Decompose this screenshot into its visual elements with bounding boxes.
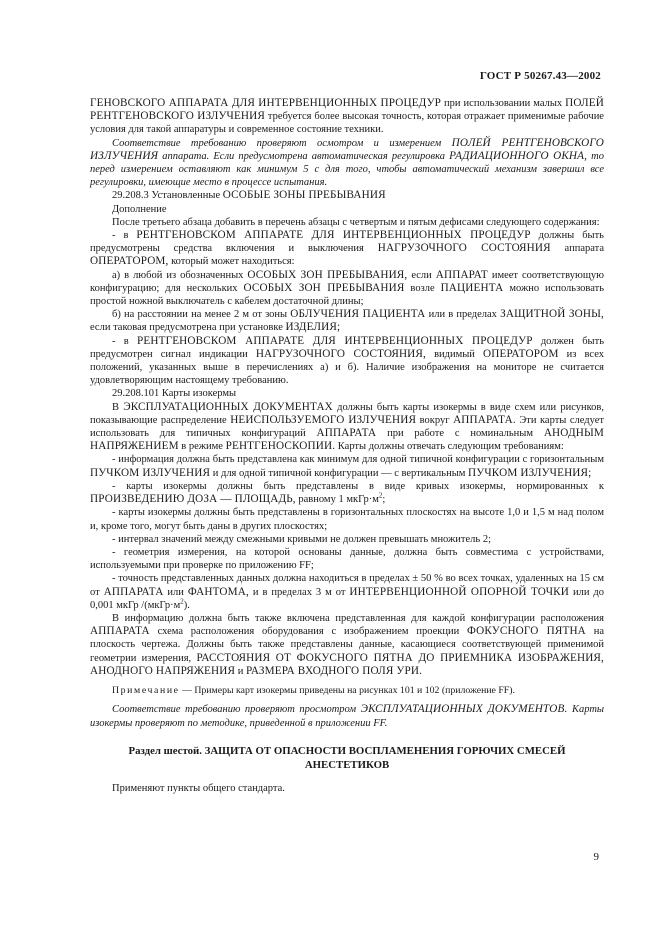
term: ПАЦИЕНТА [440, 281, 504, 294]
term: ОСОБЫЕ ЗОНЫ ПРЕБЫВАНИЯ [222, 189, 386, 202]
term: АППАРАТ [435, 268, 488, 281]
term: ПУЧКОМ ИЗЛУЧЕНИЯ; [468, 466, 592, 479]
term: РАССТОЯНИЯ ОТ ФОКУСНОГО ПЯТНА ДО ПРИЕМНИКА ИЗОБРАЖЕНИЯ, АНОДНОГО НАПРЯЖЕНИЯ [90, 651, 604, 677]
section-heading: Раздел шестой. ЗАЩИТА ОТ ОПАСНОСТИ ВОСПЛАМЕНЕНИЯ ГОРЮЧИХ СМЕСЕЙ АНЕСТЕТИКОВ [128, 744, 566, 771]
term: НЕИСПОЛЬЗУЕМОГО ИЗЛУЧЕНИЯ [230, 413, 417, 426]
term: РАЗМЕРА ВХОДНОГО ПОЛЯ УРИ. [245, 664, 423, 677]
list-item-a: а) в любой из обозначенных ОСОБЫХ ЗОН ПРЕБЫВАНИЯ, если АППАРАТ имеет соответствующую конфигурацию; для нескольких ОСОБЫХ ЗОН ПРЕБЫВАНИЯ возле ПАЦИЕНТА можно использовать простой ножной выключатель с кабелем достаточной длины; [90, 268, 605, 308]
term: АППАРАТА [103, 585, 164, 598]
compliance-check-paragraph: Соответствие требованию проверяют осмотром и измерением ПОЛЕЙ РЕНТГЕНОВСКОГО ИЗЛУЧЕНИЯ аппарата. Если предусмотрена автоматическая регулировка РАДИАЦИОННОГО ОКНА, то перед измерением оставляют как минимум 5 с для того, чтобы автоматический механизм завершил все регулировки, имеющие место в процессе испытания. [90, 136, 604, 189]
term: ЭКСПЛУАТАЦИОННЫХ ДОКУМЕНТОВ. [360, 703, 568, 716]
standard-number: ГОСТ Р 50267.43—2002 [479, 70, 601, 82]
term: ИЗДЕЛИЯ; [285, 321, 341, 334]
term: АППАРАТА [316, 427, 377, 440]
term: НАГРУЗОЧНОГО СОСТОЯНИЯ, [255, 347, 426, 360]
list-item-b: б) на расстоянии на менее 2 м от зоны ОБЛУЧЕНИЯ ПАЦИЕНТА или в пределах ЗАЩИТНОЙ ЗОНЫ, если таковая предусмотрена при установке ИЗДЕЛИЯ; [90, 308, 604, 334]
list-item-dash: - геометрия измерения, на которой основаны данные, должна быть совместима с устройствами, используемыми при проверке по приложению FF; [90, 546, 604, 572]
term: ИНТЕРВЕНЦИОННОЙ ОПОРНОЙ ТОЧКИ [349, 585, 569, 598]
list-item-dash: - в РЕНТГЕНОВСКОМ АППАРАТЕ ДЛЯ ИНТЕРВЕНЦИОННЫХ ПРОЦЕДУР должны быть предусмотрены средства включения и выключения НАГРУЗОЧНОГО СОСТОЯНИЯ аппарата ОПЕРАТОРОМ, который может находиться: [90, 229, 604, 268]
list-item-dash: - в РЕНТГЕНОВСКОМ АППАРАТЕ ДЛЯ ИНТЕРВЕНЦИОННЫХ ПРОЦЕДУР должен быть предусмотрен сигнал индикации НАГРУЗОЧНОГО СОСТОЯНИЯ, видимый ОПЕРАТОРОМ из всех положений, указанных выше в перечислениях а) и б). Наличие изображения на мониторе не считается удовлетворяющим настоящему требованию. [90, 334, 604, 387]
term: НАГРУЗОЧНОГО СОСТОЯНИЯ [377, 242, 551, 255]
list-item-dash: - интервал значений между смежными кривыми не должен превышать множитель 2; [112, 533, 491, 545]
term: ПОЛЕЙ РЕНТГЕНОВСКОГО ИЗЛУЧЕНИЯ [90, 136, 604, 162]
term: ГЕНОВСКОГО АППАРАТА ДЛЯ ИНТЕРВЕНЦИОННЫХ ПРОЦЕДУР [90, 97, 442, 109]
term: АППАРАТА [90, 625, 150, 638]
compliance-check-paragraph: Соответствие требованию проверяют просмотром ЭКСПЛУАТАЦИОННЫХ ДОКУМЕНТОВ. Карты изокермы проверяют по методике, приведенной в приложении FF. [90, 703, 605, 729]
term: РЕНТГЕНОСКОПИИ. [225, 440, 336, 453]
term: ПРОИЗВЕДЕНИЮ ДОЗА — ПЛОЩАДЬ, [90, 493, 296, 506]
term: ЗАЩИТНОЙ ЗОНЫ, [500, 308, 604, 321]
note: Примечание — Примеры карт изокермы приведены на рисунках 101 и 102 (приложение FF). [112, 684, 515, 696]
addition-label: Дополнение [112, 203, 167, 215]
page-number: 9 [593, 851, 599, 863]
list-item-dash: - карты изокермы должны быть представлены в горизонтальных плоскостях на высоте 1,0 и 1,5 м над полом и, кроме того, могут быть даны в других плоскостях; [90, 507, 604, 532]
term: ОПЕРАТОРОМ, [90, 255, 169, 268]
term: ОСОБЫХ ЗОН ПРЕБЫВАНИЯ, [247, 268, 408, 281]
term: ПУЧКОМ ИЗЛУЧЕНИЯ [90, 466, 211, 479]
paragraph-continuation: ГЕНОВСКОГО АППАРАТА ДЛЯ ИНТЕРВЕНЦИОННЫХ ПРОЦЕДУР при использовании малых ПОЛЕЙ РЕНТГЕНОВСКОГО ИЗЛУЧЕНИЯ требуется более высокая точность, которая отражает применимые рабочие условия для такой аппаратуры и современное состояние техники. [90, 97, 604, 136]
term: ФОКУСНОГО ПЯТНА [467, 625, 586, 638]
term: РЕНТГЕНОВСКОМ АППАРАТЕ ДЛЯ ИНТЕРВЕНЦИОННЫХ ПРОЦЕДУР [137, 334, 533, 347]
term: ОСОБЫХ ЗОН ПРЕБЫВАНИЯ [243, 281, 405, 294]
instruction-paragraph: После третьего абзаца добавить в перечень абзацы с четвертым и пятым дефисами следующего содержания: [112, 216, 600, 228]
clause-heading-29-208-3: 29.208.3 Установленные ОСОБЫЕ ЗОНЫ ПРЕБЫВАНИЯ [112, 189, 386, 202]
clause-heading-29-208-101: 29.208.101 Карты изокермы [112, 388, 237, 400]
term: РЕНТГЕНОВСКОМ АППАРАТЕ ДЛЯ ИНТЕРВЕНЦИОННЫХ ПРОЦЕДУР [136, 229, 531, 242]
term: ОПЕРАТОРОМ [483, 347, 559, 360]
term: РАДИАЦИОННОГО ОКНА, [449, 149, 588, 162]
paragraph: В ЭКСПЛУАТАЦИОННЫХ ДОКУМЕНТАХ должны быть карты изокермы в виде схем или рисунков, показывающие распределение НЕИСПОЛЬЗУЕМОГО ИЗЛУЧЕНИЯ вокруг АППАРАТА. Эти карты следует использовать для типичных конфигураций АППАРАТА при работе с номинальным АНОДНЫМ НАПРЯЖЕНИЕМ в режиме РЕНТГЕНОСКОПИИ. Карты должны отвечать следующим требованиям: [90, 400, 604, 453]
term: ФАНТОМА, [187, 585, 249, 598]
paragraph: В информацию должна быть также включена представленная для каждой конфигурации расположения АППАРАТА схема расположения оборудования с изображением проекции ФОКУСНОГО ПЯТНА на плоскость чертежа. Должны быть также представлены данные, касающиеся соответствующей применимой геометрии измерения, РАССТОЯНИЯ ОТ ФОКУСНОГО ПЯТНА ДО ПРИЕМНИКА ИЗОБРАЖЕНИЯ, АНОДНОГО НАПРЯЖЕНИЯ и РАЗМЕРА ВХОДНОГО ПОЛЯ УРИ. [90, 612, 605, 677]
term: АНОДНЫМ НАПРЯЖЕНИЕМ [90, 427, 604, 453]
list-item-dash: - точность представленных данных должна находиться в пределах ± 50 % во всех точках, удаленных на 15 см от АППАРАТА или ФАНТОМА, и в пределах 3 м от ИНТЕРВЕНЦИОННОЙ ОПОРНОЙ ТОЧКИ или до 0,001 мкГр $/(мкГр\cdot м^2)$. [90, 573, 604, 611]
document-body [90, 97, 604, 795]
term: АППАРАТА. [453, 413, 516, 426]
term: ЭКСПЛУАТАЦИОННЫХ ДОКУМЕНТАХ [123, 400, 333, 413]
list-item-dash: - информация должна быть представлена как минимум для одной типичной конфигурации с горизонтальным ПУЧКОМ ИЗЛУЧЕНИЯ и для одной типичной конфигурации — с вертикальным ПУЧКОМ ИЗЛУЧЕНИЯ; [90, 454, 604, 479]
section-body: Применяют пункты общего стандарта. [112, 782, 285, 794]
term: ОБЛУЧЕНИЯ ПАЦИЕНТА [290, 308, 426, 321]
term: ПОЛЕЙ РЕНТГЕНОВСКОГО ИЗЛУЧЕНИЯ [90, 97, 604, 123]
list-item-dash: - карты изокермы должны быть представлены в виде кривых изокермы, нормированных к ПРОИЗВЕДЕНИЮ ДОЗА — ПЛОЩАДЬ, равному 1 $мкГр\cdot м^2$; [90, 480, 604, 506]
note-label: Примечание [112, 684, 180, 696]
